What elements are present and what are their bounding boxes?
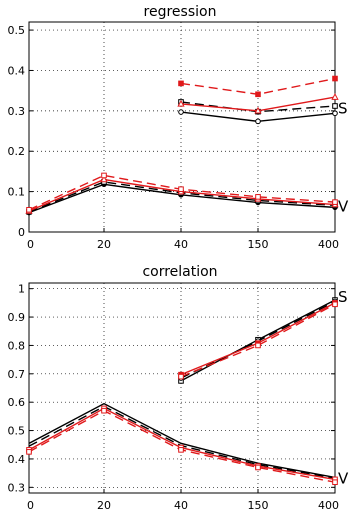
data-point	[256, 195, 261, 200]
data-point	[179, 187, 184, 192]
data-point	[333, 200, 338, 205]
correlation-annotation-v: V	[338, 469, 349, 488]
data-point	[333, 76, 338, 81]
data-point	[27, 207, 32, 212]
data-point	[333, 111, 338, 116]
data-point	[102, 408, 107, 413]
series-line	[29, 404, 335, 478]
data-point	[256, 92, 261, 97]
data-point	[332, 94, 338, 99]
series-line	[29, 406, 335, 478]
data-point	[255, 108, 261, 113]
regression-x-ticks	[27, 228, 339, 251]
y-tick-label: 0.5	[7, 424, 25, 438]
correlation-gridlines	[29, 283, 335, 493]
y-tick-label: 0.2	[7, 145, 25, 159]
y-tick-label: 0.4	[7, 64, 25, 78]
data-point	[333, 302, 338, 307]
regression-title: regression	[143, 4, 217, 20]
regression-panel	[8, 4, 350, 251]
x-tick-label: 150	[247, 499, 269, 512]
x-tick-label: 20	[97, 499, 111, 512]
y-tick-label: 0.3	[7, 481, 25, 495]
y-tick-label: 0.5	[7, 24, 25, 38]
data-point	[102, 173, 107, 178]
data-point	[27, 450, 32, 455]
correlation-series	[27, 298, 338, 485]
correlation-plot-frame	[29, 283, 335, 493]
y-tick-label: 0	[18, 226, 25, 239]
data-point	[333, 480, 338, 485]
y-tick-label: 0.4	[7, 452, 25, 466]
regression-annotation-s: S	[338, 99, 348, 118]
data-point	[256, 119, 261, 124]
data-point	[333, 104, 338, 109]
data-point	[256, 343, 261, 348]
data-point	[179, 110, 184, 115]
series-v-5	[29, 406, 335, 478]
regression-series	[26, 76, 338, 215]
y-tick-label: 0.3	[7, 104, 25, 118]
y-tick-label: 0.1	[7, 185, 25, 199]
x-tick-label: 150	[247, 238, 269, 251]
regression-y-ticks	[8, 24, 336, 239]
data-point	[256, 465, 261, 470]
correlation-title: correlation	[142, 264, 218, 280]
regression-annotation-v: V	[338, 197, 349, 216]
y-tick-label: 0.7	[7, 367, 25, 381]
y-tick-label: 0.8	[7, 339, 25, 353]
correlation-panel	[8, 264, 350, 512]
x-tick-label: 40	[174, 499, 188, 512]
correlation-x-ticks	[27, 489, 339, 512]
y-tick-label: 0.6	[7, 396, 25, 410]
y-tick-label: 1	[18, 282, 25, 296]
series-v-4	[29, 404, 335, 478]
data-point	[179, 81, 184, 86]
x-tick-label: 20	[97, 238, 111, 251]
correlation-y-ticks	[8, 283, 336, 495]
x-tick-label: 0	[27, 238, 34, 251]
data-point	[179, 374, 184, 379]
x-tick-label: 400	[318, 238, 339, 251]
x-tick-label: 40	[174, 238, 188, 251]
x-tick-label: 0	[27, 499, 34, 512]
x-tick-label: 400	[318, 499, 339, 512]
y-tick-label: 0.9	[7, 311, 25, 325]
data-point	[179, 448, 184, 453]
correlation-annotation-s: S	[338, 287, 348, 306]
